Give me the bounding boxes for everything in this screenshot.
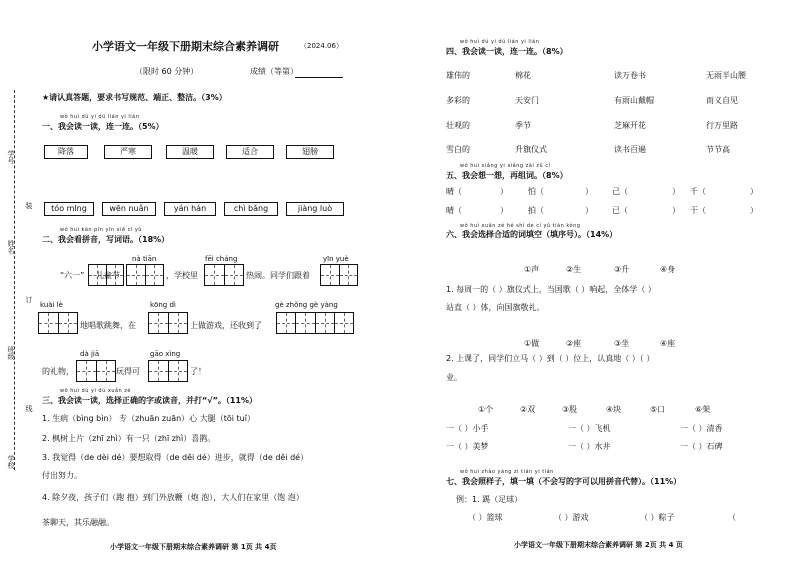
q2-ruby: wǒ huì kàn pīn yīn xiě cí yǔ xyxy=(60,227,142,233)
q5-r1-c: 己（ xyxy=(612,187,628,196)
q2-py-yinyue: yīn yuè xyxy=(323,255,349,263)
q7-title: 七、我会照样子，填一填（不会写的字可以用拼音代替）。（11%） xyxy=(446,477,682,486)
exam-date: （2024.06） xyxy=(300,42,343,50)
q1-pinyin-5[interactable]: jiàng luò xyxy=(286,202,344,216)
q2-py-kongdi: kōng dì xyxy=(150,301,176,309)
q3-item-1[interactable]: 1. 生病（bìng bìn） 专（zhuān zuān）心 大腿（tōi tuǐ） xyxy=(42,414,255,423)
q2-py-natian: nà tiān xyxy=(132,255,157,263)
q2-title: 二、我会看拼音，写词语。（18%） xyxy=(42,235,170,244)
q5-ruby: wǒ huì xiǎng yi xiǎng zài zǔ cí xyxy=(460,163,551,169)
q5-r2-a-close: ） xyxy=(500,206,508,215)
q2-py-gaoxing: gāo xìng xyxy=(150,350,181,358)
q5-r1-a: 晴（ xyxy=(446,187,462,196)
q4-left1-1[interactable]: 雄伟的 xyxy=(446,71,470,80)
q3-item-4[interactable]: 4. 除夕夜，孩子们（跑 抱）到门外放鞭（炮 泡），大人们在家里（饱 泡） xyxy=(42,493,304,502)
q5-r2-b: 拍（ xyxy=(528,206,544,215)
q6-set3-opt4: ④块 xyxy=(606,405,622,414)
q6-set3-opt1: ①个 xyxy=(478,405,494,414)
q6-set3-opt2: ②双 xyxy=(520,405,536,414)
q4-ruby: wǒ huì dú yi dú lián yi lián xyxy=(460,39,540,45)
q6-set3-r2-c[interactable]: 一（ ）石碑 xyxy=(680,442,723,451)
q7-ruby: wǒ huì zhào yàng zi tián yi tián xyxy=(460,469,554,475)
q6-set2-line1[interactable]: 2. 上课了，同学们立马（ ）到（ ）位上，认真地（ ）（ ） xyxy=(446,354,655,363)
q5-r2-c-close: ） xyxy=(672,206,680,215)
q5-r1-b-close: ） xyxy=(585,187,593,196)
q4-right1-2[interactable]: 有雨山戴帽 xyxy=(614,96,654,105)
q6-set3-r1-c[interactable]: 一（ ）清香 xyxy=(680,424,723,433)
q2-text-liwu: 的礼物， xyxy=(42,367,74,376)
q1-word-3[interactable]: 温暖 xyxy=(166,145,214,159)
q2-py-feichang: fēi cháng xyxy=(205,255,238,263)
q2-grid-feichang[interactable] xyxy=(204,264,244,286)
binding-label-name: 姓名 xyxy=(7,240,15,254)
q1-word-1[interactable]: 降落 xyxy=(44,145,88,159)
q6-set1-opt3: ③升 xyxy=(614,265,630,274)
q5-r2-c: 已（ xyxy=(612,206,628,215)
q4-title: 四、我会读一读，连一连。（8%） xyxy=(446,47,568,56)
q5-r1-a-close: ） xyxy=(500,187,508,196)
q2-grid-yinyue[interactable] xyxy=(320,264,358,286)
q2-text-le: 了！ xyxy=(190,367,206,376)
binding-label-zhuang: 装 xyxy=(25,202,33,209)
q4-right2-2[interactable]: 而义自见 xyxy=(706,96,738,105)
q2-text-youxi: 上做游戏，还收到了 xyxy=(190,321,262,330)
q2-grid-kongdi[interactable] xyxy=(148,312,188,334)
q1-ruby: wǒ huì dú yi dú lián yi lián xyxy=(60,114,140,120)
q4-left1-4[interactable]: 雪白的 xyxy=(446,145,470,154)
q2-text-liuyi: “六一” xyxy=(60,271,85,280)
q2-text-wandeke: 玩得可 xyxy=(116,367,140,376)
q5-r2-a: 晴（ xyxy=(446,206,462,215)
q1-word-2[interactable]: 严寒 xyxy=(104,145,152,159)
q5-r1-d: 千（ xyxy=(690,187,706,196)
q4-right1-3[interactable]: 芝麻开花 xyxy=(614,121,646,130)
footer-right: 小学语文一年级下册期末综合素养调研 第 2页 共 4 页 xyxy=(514,541,683,549)
q6-set1-opt1: ①声 xyxy=(524,265,540,274)
q7-blank-1[interactable]: （ ）篮球 xyxy=(468,513,503,522)
q3-item-3[interactable]: 3. 我觉得（de dèi dé）要想取得（de děi dé）进步，就得（de děi dé） xyxy=(42,453,309,462)
q2-py-gezhong: gè zhǒng gè yàng xyxy=(275,301,338,309)
q5-r1-c-close: ） xyxy=(672,187,680,196)
binding-line xyxy=(14,90,15,470)
binding-label-ding: 订 xyxy=(25,296,33,303)
binding-label-xian: 线 xyxy=(25,405,33,412)
q6-set3-opt3: ③股 xyxy=(562,405,578,414)
q5-r2-b-close: ） xyxy=(585,206,593,215)
time-limit: （限时 60 分钟） xyxy=(135,67,199,76)
q1-pinyin-2[interactable]: wēn nuǎn xyxy=(102,202,156,216)
q5-r1-d-close: ） xyxy=(750,187,758,196)
q6-set3-opt6: ⑥架 xyxy=(695,405,711,414)
q6-set2-opt2: ②座 xyxy=(566,339,582,348)
q4-right1-4[interactable]: 读书百遍 xyxy=(614,145,646,154)
q6-set2-opt1: ①做 xyxy=(524,339,540,348)
q4-left2-3[interactable]: 季节 xyxy=(515,121,531,130)
binding-label-id: 学号 xyxy=(7,150,15,164)
q2-text-renao: 热闹。同学们跟着 xyxy=(246,271,310,280)
q4-left2-1[interactable]: 棉花 xyxy=(515,71,531,80)
grade-field[interactable] xyxy=(295,77,343,78)
q6-title: 六、我会选择合适的词填空（填序号）。（14%） xyxy=(446,230,618,239)
q1-pinyin-3[interactable]: yán hán xyxy=(164,202,216,216)
q4-right2-4[interactable]: 节节高 xyxy=(706,145,730,154)
q2-grid-kuaile[interactable] xyxy=(38,312,78,334)
q2-text-xuexiaoli: ，学校里 xyxy=(166,271,198,280)
binding-label-class: 班级 xyxy=(7,346,15,360)
instruction: ★请认真答题，要求书写规范、端正、整洁。（3%） xyxy=(42,93,227,102)
q6-set3-r2-b[interactable]: 一（ ）水井 xyxy=(568,442,611,451)
q4-right2-1[interactable]: 无雨半山腰 xyxy=(706,71,746,80)
q2-grid-gaoxing[interactable] xyxy=(148,360,188,382)
q5-r1-b: 怕（ xyxy=(528,187,544,196)
q6-set3-opt5: ⑤口 xyxy=(650,405,666,414)
q1-pinyin-1[interactable]: tóo mlng xyxy=(44,202,94,216)
q6-set2-opt4: ④座 xyxy=(660,339,676,348)
q2-py-kuaile: kuài lè xyxy=(40,301,63,309)
q6-set1-opt4: ④身 xyxy=(660,265,676,274)
q6-set3-r1-a[interactable]: 一（ ）小手 xyxy=(446,424,489,433)
q3-title: 三、我会读一读，选择正确的字或读音，并打“√”。（11%） xyxy=(42,396,257,405)
q4-left2-2[interactable]: 天安门 xyxy=(515,96,539,105)
binding-label-school: 学校 xyxy=(7,455,15,469)
q2-grid-gezhong[interactable] xyxy=(276,312,354,334)
q4-right1-1[interactable]: 读万卷书 xyxy=(614,71,646,80)
q6-set2-opt3: ③坐 xyxy=(614,339,630,348)
q3-item-4b: 茶聊天，其乐融融。 xyxy=(42,518,114,527)
q3-ruby: wǒ huì dú yi dú xuǎn zé xyxy=(60,388,132,394)
q7-example: 例：1. 踢（足球） xyxy=(456,495,523,504)
q2-text-ertongjie: 儿童节 xyxy=(96,271,120,280)
q4-left1-3[interactable]: 壮观的 xyxy=(446,121,470,130)
q5-r2-d: 干（ xyxy=(690,206,706,215)
q6-set3-r2-a[interactable]: 一（ ）美梦 xyxy=(446,442,489,451)
q6-set1-line2[interactable]: 站直（ ）体，向国旗敬礼。 xyxy=(446,303,545,312)
q2-text-changge: 地唱歌跳舞，在 xyxy=(80,321,136,330)
q2-grid-natian[interactable] xyxy=(126,264,164,286)
q6-set3-r1-b[interactable]: 一（ ）飞机 xyxy=(568,424,611,433)
footer-left: 小学语文一年级下册期末综合素养调研 第 1页 共 4页 xyxy=(110,543,277,551)
q7-blank-3[interactable]: （ ）粽子 xyxy=(640,513,675,522)
q1-word-5[interactable]: 翅膀 xyxy=(286,145,334,159)
q6-set1-line1[interactable]: 1. 每周一的（ ）旗仪式上，当国歌（ ）响起，全体学（ ） xyxy=(446,285,656,294)
q1-title: 一、我会读一读，连一连。（5%） xyxy=(42,122,164,131)
page-title: 小学语文一年级下册期末综合素养调研 xyxy=(92,40,279,53)
q6-ruby: wǒ huì xuǎn zé hé shì de cí yǔ tián kòng xyxy=(460,223,581,229)
q2-grid-dajia[interactable] xyxy=(76,360,116,382)
q5-r2-d-close: ） xyxy=(750,206,758,215)
q1-word-4[interactable]: 适合 xyxy=(226,145,274,159)
q7-blank-2[interactable]: （ ）游戏 xyxy=(554,513,589,522)
q4-right2-3[interactable]: 行万里路 xyxy=(706,121,738,130)
q3-item-3b: 付出努力。 xyxy=(42,471,82,480)
q2-py-dajia: dà jiā xyxy=(80,350,100,358)
grade-label: 成绩（等第） xyxy=(250,67,298,76)
q4-left2-4[interactable]: 升旗仪式 xyxy=(515,145,547,154)
q5-title: 五、我会想一想，再组词。（8%） xyxy=(446,171,568,180)
q3-item-2[interactable]: 2. 枫树上片（zhī zhì）有一只（zhī zhì）喜鹊。 xyxy=(42,434,216,443)
q7-blank-4[interactable]: （ xyxy=(728,513,736,522)
q6-set2-line2: 业。 xyxy=(446,373,462,382)
q6-set1-opt2: ②生 xyxy=(566,265,582,274)
q1-pinyin-4[interactable]: chì bǎng xyxy=(224,202,278,216)
q4-left1-2[interactable]: 多彩的 xyxy=(446,96,470,105)
